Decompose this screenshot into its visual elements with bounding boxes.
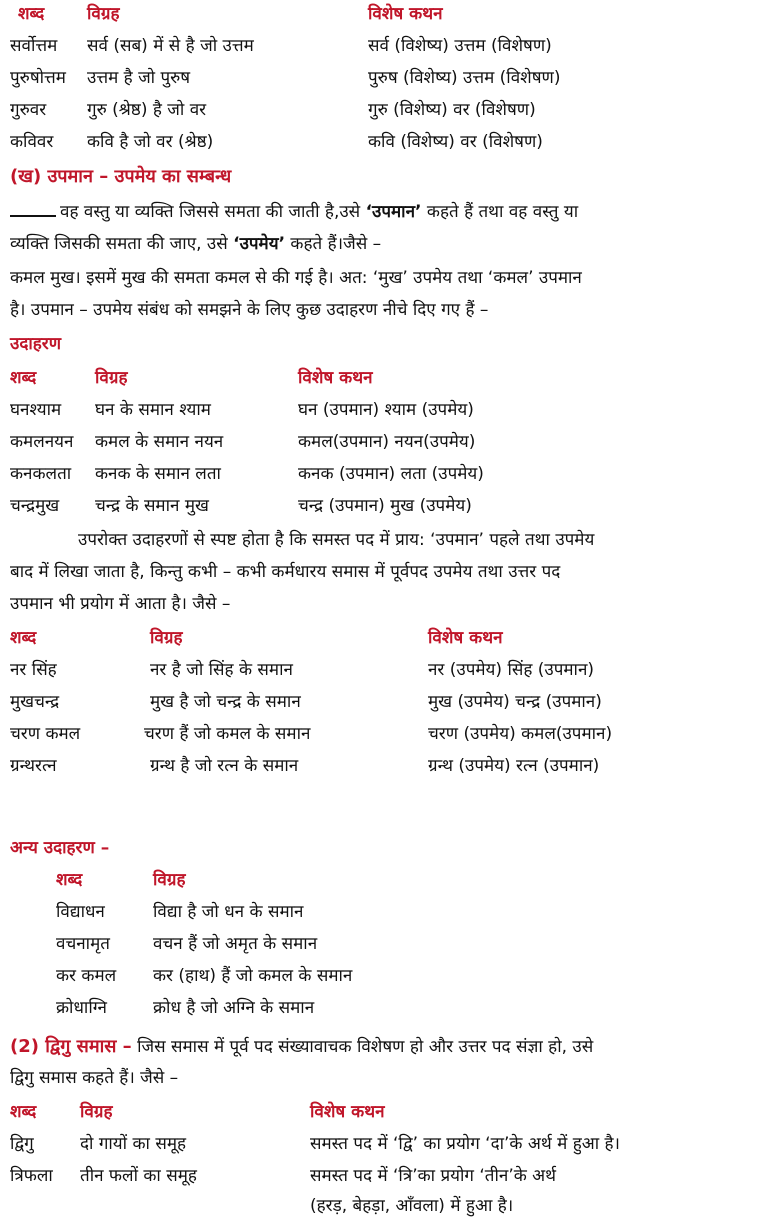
table-header: शब्द विग्रह विशेष कथन [10,628,503,648]
table-header: शब्द विग्रह विशेष कथन [10,368,373,388]
table-row-continuation: (हरड़, बेहड़ा, आँवला) में हुआ है। [310,1196,514,1216]
table-row: पुरुषोत्तम उत्तम है जो पुरुष पुरुष (विशेष्य) उत्तम (विशेषण) [10,68,561,88]
table-row: नर सिंह नर है जो सिंह के समान नर (उपमेय) सिंह (उपमान) [10,660,595,680]
table-header [0,6,768,36]
table-row: चरण कमल चरण हैं जो कमल के समान चरण (उपमेय) कमल(उपमान) [10,724,613,744]
table-header: शब्द विग्रह [56,870,186,890]
table-row: चन्द्रमुख चन्द्र के समान मुख चन्द्र (उपमान) मुख (उपमेय) [10,496,472,516]
table-row: कविवर कवि है जो वर (श्रेष्ठ) कवि (विशेष्य) वर (विशेषण) [10,132,543,152]
table-row: विद्याधन विद्या है जो धन के समान [56,902,304,922]
table-header: शब्द विग्रह विशेष कथन [10,1102,385,1122]
table-row: त्रिफला तीन फलों का समूह समस्त पद में ‘त्रि’का प्रयोग ‘तीन’के अर्थ [10,1166,557,1186]
paragraph-3-line-2: बाद में लिखा जाता है, किन्तु कभी – कभी कर्मधारय समास में पूर्वपद उपमेय तथा उत्तर पद [10,562,561,582]
table-row: कमलनयन कमल के समान नयन कमल(उपमान) नयन(उपमेय) [10,432,476,452]
table-row: सर्वोत्तम सर्व (सब) में से है जो उत्तम सर्व (विशेष्य) उत्तम (विशेषण) [10,36,552,56]
table-row: कर कमल कर (हाथ) हैं जो कमल के समान [56,966,353,986]
table-row: घनश्याम घन के समान श्याम घन (उपमान) श्याम (उपमेय) [10,400,474,420]
table-row: वचनामृत वचन हैं जो अमृत के समान [56,934,318,954]
other-examples-title: अन्य उदाहरण – [10,838,110,858]
table-row: कनकलता कनक के समान लता कनक (उपमान) लता (उपमेय) [10,464,484,484]
examples-title: उदाहरण [10,334,62,354]
header-special-note: विशेष कथन [368,4,443,24]
section-b-title: (ख) उपमान – उपमेय का सम्बन्ध [10,166,232,187]
table-row: क्रोधाग्नि क्रोध है जो अग्नि के समान [56,998,315,1018]
dvigu-intro-line-1: (2) द्विगु समास – जिस समास में पूर्व पद संख्यावाचक विशेषण हो और उत्तर पद संज्ञा हो, उसे [10,1036,594,1057]
table-row: मुखचन्द्र मुख है जो चन्द्र के समान मुख (उपमेय) चन्द्र (उपमान) [10,692,602,712]
table-row: गुरुवर गुरु (श्रेष्ठ) है जो वर गुरु (विशेष्य) वर (विशेषण) [10,100,536,120]
paragraph-1-line-1: वह वस्तु या व्यक्ति जिससे समता की जाती है,उसे ‘उपमान’ कहते हैं तथा वह वस्तु या [10,204,762,221]
header-vigraha: विग्रह [87,4,120,24]
table-row: द्विगु दो गायों का समूह समस्त पद में ‘द्वि’ का प्रयोग ‘दा’के अर्थ में हुआ है। [10,1134,620,1154]
paragraph-2-line-1: कमल मुख। इसमें मुख की समता कमल से की गई है। अत: ‘मुख’ उपमेय तथा ‘कमल’ उपमान [10,268,582,288]
paragraph-1-line-2: व्यक्ति जिसकी समता की जाए, उसे ‘उपमेय’ कहते हैं।जैसे – [10,234,382,254]
paragraph-3-line-1: उपरोक्त उदाहरणों से स्पष्ट होता है कि समस्त पद में प्राय: ‘उपमान’ पहले तथा उपमेय [78,530,595,550]
term-upman: ‘उपमान’ [365,202,422,222]
blank-line [10,215,56,217]
paragraph-3-line-3: उपमान भी प्रयोग में आता है। जैसे – [10,594,231,614]
header-word: शब्द [18,4,45,24]
dvigu-intro-line-2: द्विगु समास कहते हैं। जैसे – [10,1068,179,1088]
dvigu-title: (2) द्विगु समास – [10,1036,132,1057]
table-row: ग्रन्थरत्न ग्रन्थ है जो रत्न के समान ग्रन्थ (उपमेय) रत्न (उपमान) [10,756,600,776]
term-upmey: ‘उपमेय’ [233,234,286,254]
paragraph-2-line-2: है। उपमान – उपमेय संबंध को समझने के लिए कुछ उदाहरण नीचे दिए गए हैं – [10,300,489,320]
